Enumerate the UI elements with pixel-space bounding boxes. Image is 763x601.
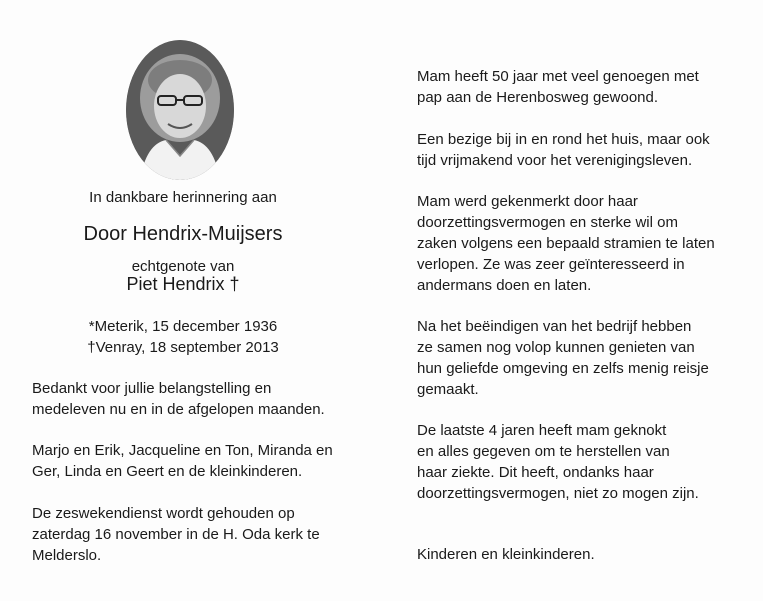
text-line: gemaakt.	[417, 381, 479, 398]
portrait-photo	[126, 40, 234, 180]
right-paragraph-2	[417, 129, 710, 171]
text-line: Kinderen en kleinkinderen.	[417, 546, 595, 563]
text-line: zaterdag 16 november in de H. Oda kerk te	[32, 526, 320, 543]
text-line: medeleven nu en in de afgelopen maanden.	[32, 401, 325, 418]
service-paragraph	[32, 503, 320, 566]
right-paragraph-5	[417, 420, 699, 504]
text-line: De zeswekendienst wordt gehouden op	[32, 505, 295, 522]
relation-text: echtgenote van	[131, 258, 235, 275]
text-line: tijd vrijmakend voor het verenigingsleven.	[417, 152, 693, 169]
intro-text: In dankbare herinnering aan	[89, 189, 277, 206]
spouse-name: Piet Hendrix †	[126, 274, 240, 294]
thanks-paragraph	[32, 378, 325, 420]
death-line: †Venray, 18 september 2013	[87, 339, 279, 356]
right-paragraph-1	[417, 66, 699, 108]
text-line: Marjo en Erik, Jacqueline en Ton, Miranda en	[32, 442, 333, 459]
text-line: zaken volgens een bepaald stramien te laten	[417, 235, 715, 252]
text-line: Een bezige bij in en rond het huis, maar ook	[417, 131, 710, 148]
right-paragraph-4	[417, 316, 709, 400]
birth-line: *Meterik, 15 december 1936	[88, 318, 278, 335]
text-line: en alles gegeven om te herstellen van	[417, 443, 670, 460]
text-line: Bedankt voor jullie belangstelling en	[32, 380, 272, 397]
text-line: Mam heeft 50 jaar met veel genoegen met	[417, 68, 699, 85]
text-line: ze samen nog volop kunnen genieten van	[417, 339, 695, 356]
text-line: Melderslo.	[32, 547, 102, 564]
family-paragraph	[32, 440, 333, 482]
text-line: pap aan de Herenbosweg gewoond.	[417, 89, 659, 106]
portrait-figure-icon	[126, 40, 234, 180]
text-line: Ger, Linda en Geert en de kleinkinderen.	[32, 463, 303, 480]
text-line: De laatste 4 jaren heeft mam geknokt	[417, 422, 667, 439]
text-line: hun geliefde omgeving en zelfs menig reisje	[417, 360, 709, 377]
text-line: andermans doen en laten.	[417, 277, 592, 294]
text-line: Mam werd gekenmerkt door haar	[417, 193, 638, 210]
text-line: doorzettingsvermogen, niet zo mogen zijn.	[417, 485, 699, 502]
text-line: haar ziekte. Dit heeft, ondanks haar	[417, 464, 654, 481]
text-line: doorzettingsvermogen en sterke wil om	[417, 214, 678, 231]
deceased-name: Door Hendrix-Muijsers	[83, 223, 283, 245]
text-line: Na het beëindigen van het bedrijf hebben	[417, 318, 692, 335]
right-paragraph-3	[417, 191, 715, 296]
signature-line	[417, 544, 595, 565]
text-line: verlopen. Ze was zeer geïnteresseerd in	[417, 256, 685, 273]
